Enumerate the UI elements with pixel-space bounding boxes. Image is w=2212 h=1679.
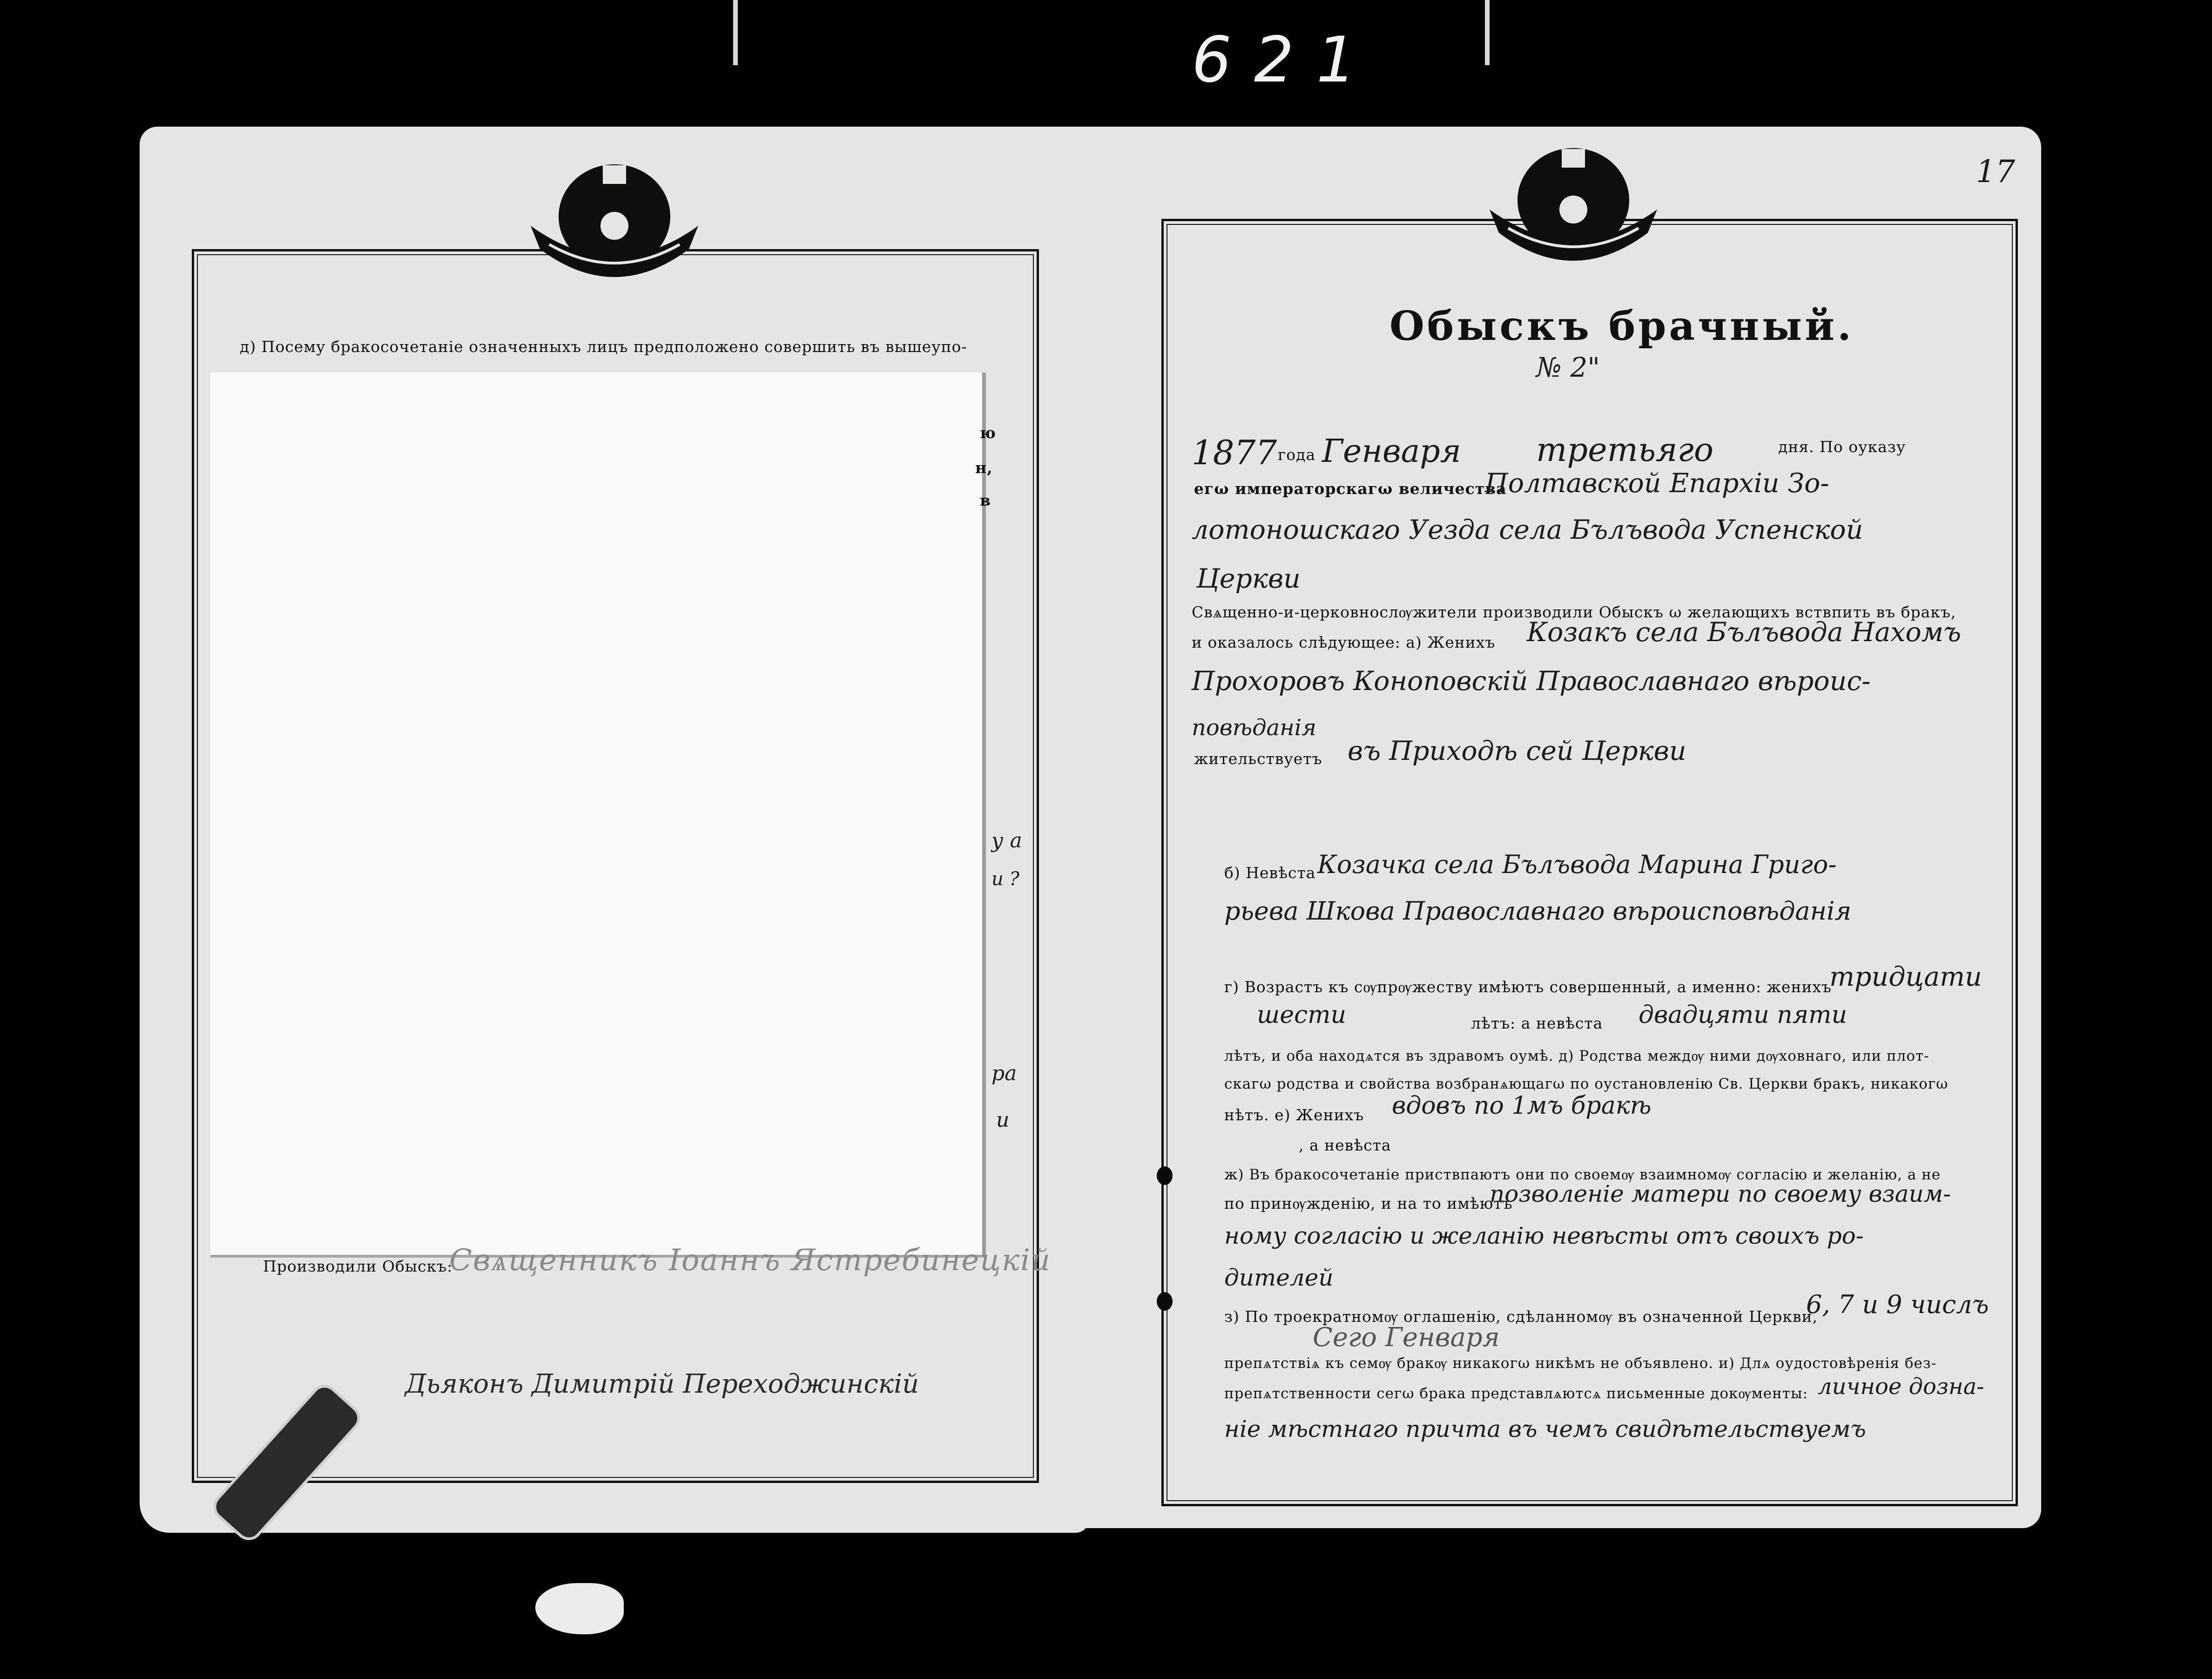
impediment-print-2: препѧтственности сегω брака представлѧютсѧ письменные докѹменты: xyxy=(1224,1385,1808,1402)
left-hand-fragment-1: у а xyxy=(991,829,1022,853)
kinship-print-1: лѣтъ, и оба находѧтся въ здравомъ оумѣ. д) Родства междѹ ними дѹховнаго, или плот- xyxy=(1224,1048,1929,1064)
bride-age-hand: двадцяти пяти xyxy=(1639,1001,1847,1029)
district-hand: лотоношскаго Уезда села Бълъвода Успенской xyxy=(1192,515,1863,545)
paper-fragment xyxy=(535,1583,624,1634)
majesty-print: егω императорскагω величества xyxy=(1194,480,1507,498)
left-margin-fragment-1: ю xyxy=(980,424,996,442)
left-hand-fragment-4: и xyxy=(996,1108,1010,1132)
groom-age-hand: тридцати xyxy=(1829,961,1982,992)
groom-label: и оказалось слѣдующее: а) Женихъ xyxy=(1192,633,1496,651)
groom-name-hand: Прохоровъ Коноповскій Православнаго вѣроис- xyxy=(1192,666,1871,697)
bride-name-hand: рьева Шкова Православнаго вѣроисповѣданія xyxy=(1224,896,1852,926)
film-frame-number: 621 xyxy=(1192,23,1379,96)
groom-age-cont-hand: шести xyxy=(1257,1001,1346,1029)
banns-print: з) По троекратномѹ оглашенію, сдѣланномѹ въ означенной Церкви, xyxy=(1224,1307,1818,1326)
consent-print-2: по принѹжденію, и на то имѣютъ xyxy=(1224,1194,1513,1212)
kinship-print-2: скагω родства и свойства возбранѧющагω по оустановленію Св. Церкви бракъ, никакогω xyxy=(1224,1076,1949,1092)
residence-label: жительствуетъ xyxy=(1194,750,1322,768)
right-eagle-emblem xyxy=(1480,140,1666,279)
left-performed-by-label: Производили Обыскъ: xyxy=(263,1257,453,1275)
document-title: Обыскъ брачный. xyxy=(1389,303,1854,350)
banns-dates-hand: 6, 7 и 9 числъ xyxy=(1806,1290,1989,1319)
left-eagle-emblem xyxy=(521,156,708,296)
left-hand-fragment-3: ра xyxy=(991,1062,1017,1085)
month-hand: Генваря xyxy=(1322,433,1461,470)
groom-faith-hand: повѣданія xyxy=(1192,715,1316,741)
record-number: № 2" xyxy=(1536,352,1600,383)
year-print: года xyxy=(1278,446,1316,464)
left-deacon-signature: Дьяконъ Димитрій Переходжинскій xyxy=(405,1369,919,1399)
left-margin-fragment-2: н, xyxy=(975,459,993,477)
clergy-print: Свѧщенно-и-церковнослѹжители производили Обыскъ ω желающихъ вствпить въ бракъ, xyxy=(1192,603,1956,621)
bride-label: б) Невѣста xyxy=(1224,864,1316,882)
left-performed-by-signature: Свѧщенникъ Іоаннъ Ястребинецкій xyxy=(449,1243,1051,1278)
consent-print-1: ж) Въ бракосочетаніе приствпаютъ они по своемѹ взаимномѹ согласію и желанію, а не xyxy=(1224,1166,1941,1183)
film-edge-mark-right xyxy=(1485,0,1490,65)
impediment-print-1: препѧтствіѧ къ семѹ бракѹ никакогω никѣмъ не объявлено. и) Длѧ оудостовѣренія без- xyxy=(1224,1355,1937,1372)
film-edge-mark-left xyxy=(733,0,738,65)
age-print: г) Возрастъ къ сѹпрѹжеству имѣютъ совершенный, а именно: женихъ xyxy=(1224,978,1832,996)
year-hand: 1877 xyxy=(1192,433,1277,472)
consent-hand-3: дителей xyxy=(1224,1264,1334,1291)
left-clause-top: д) Посему бракосочетаніе означенныхъ лицъ предположено совершить въ вышеупо- xyxy=(240,338,967,356)
groom-status-label: нѣтъ. е) Женихъ xyxy=(1224,1106,1364,1124)
residence-hand: въ Приходѣ сей Церкви xyxy=(1348,736,1686,766)
pasted-blank-sheet xyxy=(210,372,986,1258)
bride-status-label: , а невѣста xyxy=(1299,1136,1391,1154)
binding-hole-2 xyxy=(1157,1292,1173,1311)
day-hand: третьяго xyxy=(1536,431,1713,469)
groom-hand: Козакъ села Бълъвода Нахомъ xyxy=(1527,617,1961,648)
binding-hole-1 xyxy=(1157,1166,1173,1185)
groom-status-hand: вдовъ по 1мъ бракѣ xyxy=(1392,1092,1652,1120)
left-margin-fragment-3: в xyxy=(980,491,991,509)
folio-number: 17 xyxy=(1976,154,2015,190)
bride-age-label: лѣтъ: а невѣста xyxy=(1471,1014,1603,1032)
consent-hand-1: позволеніе матери по своему взаим- xyxy=(1490,1180,1951,1207)
documents-hand: личное дозна- xyxy=(1818,1374,1984,1400)
church-hand: Церкви xyxy=(1196,563,1301,594)
documents-hand-cont: ніе мѣстнаго причта въ чемъ свидѣтельствуемъ xyxy=(1224,1415,1866,1442)
bride-hand: Козачка села Бълъвода Марина Григо- xyxy=(1317,850,1837,879)
day-print: дня. По оуказу xyxy=(1778,438,1906,456)
consent-hand-2: ному согласію и желанію невѣсты отъ своихъ ро- xyxy=(1224,1222,1864,1249)
left-hand-fragment-2: и ? xyxy=(991,868,1019,890)
eparchy-hand: Полтавской Епархіи Зо- xyxy=(1485,468,1829,499)
banns-month-hand: Сего Генваря xyxy=(1313,1322,1500,1353)
